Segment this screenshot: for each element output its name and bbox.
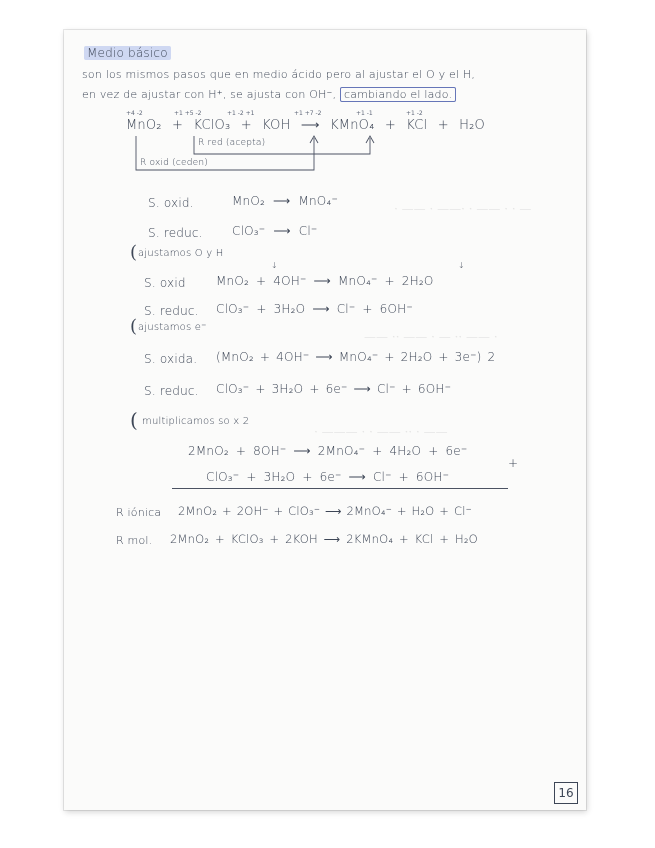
step-oh-s-oxid-label: S. oxid: [144, 276, 186, 290]
bracket-mark: (: [130, 408, 138, 432]
step-note-multiply: multiplicamos so x 2: [142, 416, 250, 427]
oxidation-number: +1 +5 -2: [174, 110, 202, 117]
sum-rule: [172, 488, 508, 489]
intro-line-2: en vez de ajustar con H⁺, se ajusta con OH⁻, cambiando el lado.: [82, 88, 456, 101]
step-note-oh: ajustamos O y H: [138, 248, 224, 259]
multiply-line-1: 2MnO₂ + 8OH⁻ ⟶ 2MnO₄⁻ + 4H₂O + 6e⁻: [188, 444, 468, 458]
label-oxidation: R oxid (ceden): [140, 158, 209, 168]
down-arrow-icon: ↓: [271, 261, 278, 270]
label-reduction: R red (acepta): [198, 138, 266, 148]
notebook-page: [64, 30, 586, 810]
molecular-label: R mol.: [116, 534, 153, 547]
oxidation-number: +1 -2 +1: [227, 110, 255, 117]
bracket-mark: (: [130, 242, 138, 263]
main-equation: MnO₂ + KClO₃ + KOH ⟶ KMnO₄ + KCl + H₂O: [126, 118, 485, 133]
s-reduc-equation: ClO₃⁻ ⟶ Cl⁻: [232, 224, 318, 238]
ionic-equation: 2MnO₂ + 2OH⁻ + ClO₃⁻ ⟶ 2MnO₄⁻ + H₂O + Cl⁻: [178, 504, 472, 518]
page-number: 16: [554, 782, 578, 804]
bleed-through-text: · —— ·· — · —— ·· ——: [364, 330, 498, 344]
step-e-s-reduc-equation: ClO₃⁻ + 3H₂O + 6e⁻ ⟶ Cl⁻ + 6OH⁻: [216, 382, 452, 396]
step-e-s-oxid-label: S. oxida.: [144, 352, 198, 366]
step-e-s-oxid-equation: (MnO₂ + 4OH⁻ ⟶ MnO₄⁻ + 2H₂O + 3e⁻) 2: [216, 350, 496, 364]
step-oh-s-oxid-equation: MnO₂ + 4OH⁻ ⟶ MnO₄⁻ + 2H₂O: [216, 274, 434, 288]
down-arrow-icon: ↓: [458, 261, 465, 270]
oxidation-number: +4 -2: [126, 110, 143, 117]
bleed-through-text: —— · ·· —— · · ——— ·: [314, 425, 448, 439]
oxidation-number: +1 -1: [356, 110, 373, 117]
step-oh-s-reduc-equation: ClO₃⁻ + 3H₂O ⟶ Cl⁻ + 6OH⁻: [216, 302, 413, 316]
bleed-through-text: — · · —— · ·—— · —— ·: [394, 202, 532, 216]
intro-line-1: son los mismos pasos que en medio ácido pero al ajustar el O y el H,: [82, 68, 476, 81]
s-oxid-label: S. oxid.: [148, 196, 194, 210]
step-e-s-reduc-label: S. reduc.: [144, 384, 199, 398]
molecular-equation: 2MnO₂ + KClO₃ + 2KOH ⟶ 2KMnO₄ + KCl + H₂O: [170, 532, 478, 546]
plus-sign: +: [508, 456, 519, 470]
oxidation-number: +1 -2: [406, 110, 423, 117]
step-oh-s-reduc-label: S. reduc.: [144, 304, 199, 318]
s-oxid-equation: MnO₂ ⟶ MnO₄⁻: [232, 194, 338, 208]
oxidation-number: +1 +7 -2: [294, 110, 322, 117]
s-reduc-label: S. reduc.: [148, 226, 203, 240]
bracket-mark: (: [130, 316, 138, 337]
section-title: Medio básico: [84, 46, 171, 60]
ionic-label: R iónica: [116, 506, 162, 519]
multiply-line-2: ClO₃⁻ + 3H₂O + 6e⁻ ⟶ Cl⁻ + 6OH⁻: [206, 470, 450, 484]
step-note-e: ajustamos e⁻: [138, 322, 207, 333]
boxed-phrase: cambiando el lado.: [340, 87, 456, 102]
